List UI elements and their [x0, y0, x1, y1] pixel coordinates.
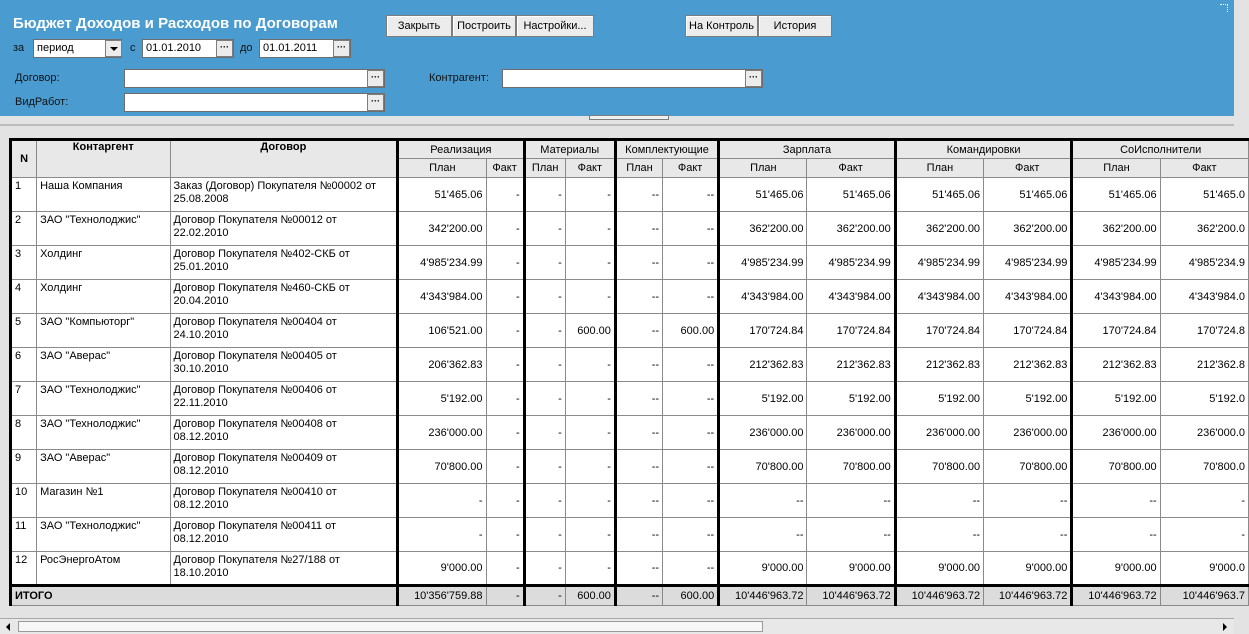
cell-value[interactable]: 70'800.00 [895, 450, 983, 484]
cell-n[interactable]: 7 [11, 382, 37, 416]
cell-value[interactable]: 5'192.00 [1072, 382, 1160, 416]
cell-value[interactable]: 362'200.00 [984, 212, 1072, 246]
cell-value[interactable]: 212'362.83 [807, 348, 895, 382]
cell-value[interactable]: - [398, 484, 486, 518]
cell-value[interactable]: 70'800.0 [1160, 450, 1248, 484]
cell-value[interactable]: 362'200.0 [1160, 212, 1248, 246]
cell-value[interactable]: -- [719, 484, 807, 518]
cell-n[interactable]: 3 [11, 246, 37, 280]
cell-value[interactable]: - [524, 416, 565, 450]
header-fact-2[interactable]: Факт [663, 159, 719, 178]
header-fact-5[interactable]: Факт [1160, 159, 1248, 178]
header-n[interactable]: N [11, 140, 37, 178]
cell-value[interactable]: - [524, 382, 565, 416]
contract-input[interactable] [124, 69, 385, 88]
cell-value[interactable]: - [486, 212, 524, 246]
cell-value[interactable]: - [565, 484, 615, 518]
cell-counterparty[interactable]: Холдинг [37, 280, 170, 314]
cell-value[interactable]: -- [663, 552, 719, 586]
panel-splitter[interactable] [589, 115, 669, 120]
cell-value[interactable]: -- [663, 348, 719, 382]
cell-value[interactable]: 362'200.00 [1072, 212, 1160, 246]
cell-n[interactable]: 8 [11, 416, 37, 450]
cell-value[interactable]: 342'200.00 [398, 212, 486, 246]
cell-value[interactable]: -- [807, 518, 895, 552]
cell-value[interactable]: 51'465.06 [398, 178, 486, 212]
cell-value[interactable]: 70'800.00 [807, 450, 895, 484]
total-value: 600.00 [565, 586, 615, 606]
cell-value[interactable]: - [524, 178, 565, 212]
cell-value[interactable]: - [565, 348, 615, 382]
cell-value[interactable]: -- [663, 178, 719, 212]
cell-value[interactable]: - [524, 348, 565, 382]
cell-value[interactable]: -- [984, 518, 1072, 552]
settings-button[interactable]: Настройки... [516, 15, 594, 37]
top-panel [0, 0, 1234, 116]
cell-value[interactable]: - [565, 518, 615, 552]
cell-value[interactable]: 9'000.00 [807, 552, 895, 586]
table-row[interactable] [11, 518, 1249, 552]
cell-value[interactable]: - [565, 246, 615, 280]
cell-value[interactable]: 4'343'984.00 [1072, 280, 1160, 314]
cell-value[interactable]: -- [807, 484, 895, 518]
cell-value[interactable]: 5'192.00 [719, 382, 807, 416]
table-row[interactable] [11, 416, 1249, 450]
cell-value[interactable]: - [565, 552, 615, 586]
divider [0, 124, 1234, 126]
work-type-label: ВидРабот: [15, 96, 69, 108]
cell-value[interactable]: 212'362.8 [1160, 348, 1248, 382]
cell-value[interactable]: -- [663, 280, 719, 314]
counterparty-label: Контрагент: [429, 72, 489, 84]
total-label: ИТОГО [11, 586, 398, 606]
cell-value[interactable]: - [524, 518, 565, 552]
cell-value[interactable]: - [524, 552, 565, 586]
table-row[interactable] [11, 450, 1249, 484]
header-plan-3[interactable]: План [719, 159, 807, 178]
cell-value[interactable]: 236'000.00 [1072, 416, 1160, 450]
cell-value[interactable]: - [486, 416, 524, 450]
cell-value[interactable]: 212'362.83 [719, 348, 807, 382]
header-group-salary[interactable]: Зарплата [719, 140, 896, 159]
cell-value[interactable]: - [486, 246, 524, 280]
table-row[interactable] [11, 178, 1249, 212]
cell-value[interactable]: 236'000.00 [719, 416, 807, 450]
cell-value[interactable]: 236'000.0 [1160, 416, 1248, 450]
table-row[interactable] [11, 246, 1249, 280]
cell-n[interactable]: 10 [11, 484, 37, 518]
contract-label: Договор: [15, 72, 60, 84]
cell-value[interactable]: 600.00 [663, 314, 719, 348]
cell-value[interactable]: - [486, 484, 524, 518]
cell-value[interactable]: 4'343'984.0 [1160, 280, 1248, 314]
cell-value[interactable]: 5'192.00 [398, 382, 486, 416]
cell-contract[interactable]: Договор Покупателя №00404 от 24.10.2010 [170, 314, 398, 348]
cell-value[interactable]: 4'985'234.99 [984, 246, 1072, 280]
scroll-right-icon[interactable] [1218, 620, 1232, 633]
cell-contract[interactable]: Договор Покупателя №00012 от 22.02.2010 [170, 212, 398, 246]
window-title: Бюджет Доходов и Расходов по Договорам [13, 15, 338, 32]
to-date-input[interactable]: 01.01.2011 [259, 39, 351, 58]
header-group-travel[interactable]: Командировки [895, 140, 1072, 159]
from-date-picker-icon[interactable]: ··· [216, 40, 233, 57]
cell-value[interactable]: - [524, 246, 565, 280]
cell-value[interactable]: 4'343'984.00 [895, 280, 983, 314]
cell-counterparty[interactable]: ЗАО "Компьюторг" [37, 314, 170, 348]
total-value: 10'446'963.72 [984, 586, 1072, 606]
table-row[interactable] [11, 484, 1249, 518]
cell-contract[interactable]: Договор Покупателя №00409 от 08.12.2010 [170, 450, 398, 484]
cell-value[interactable]: 4'343'984.00 [807, 280, 895, 314]
resize-grip-icon [1220, 4, 1228, 12]
cell-counterparty[interactable]: ЗАО "Аверас" [37, 348, 170, 382]
cell-value[interactable]: 5'192.00 [984, 382, 1072, 416]
cell-value[interactable]: - [524, 212, 565, 246]
total-value: 10'446'963.72 [895, 586, 983, 606]
from-date-label: с [130, 42, 136, 54]
header-contract[interactable]: Договор [170, 140, 398, 178]
header-fact-3[interactable]: Факт [807, 159, 895, 178]
cell-contract[interactable]: Договор Покупателя №460-СКБ от 20.04.2010 [170, 280, 398, 314]
cell-value[interactable]: - [565, 280, 615, 314]
table-row[interactable] [11, 280, 1249, 314]
total-value: -- [615, 586, 662, 606]
cell-value[interactable]: 170'724.84 [895, 314, 983, 348]
cell-value[interactable]: 70'800.00 [1072, 450, 1160, 484]
cell-counterparty[interactable]: РосЭнергоАтом [37, 552, 170, 586]
total-value: - [524, 586, 565, 606]
close-button[interactable]: Закрыть [386, 15, 452, 37]
cell-value[interactable]: 9'000.00 [984, 552, 1072, 586]
contract-select-icon[interactable]: ··· [367, 70, 384, 87]
header-fact-4[interactable]: Факт [984, 159, 1072, 178]
cell-value[interactable]: - [565, 212, 615, 246]
control-button[interactable]: На Контроль [685, 15, 758, 37]
cell-value[interactable]: -- [1072, 518, 1160, 552]
cell-value[interactable]: -- [615, 212, 662, 246]
cell-contract[interactable]: Договор Покупателя №27/188 от 18.10.2010 [170, 552, 398, 586]
cell-value[interactable]: 51'465.06 [807, 178, 895, 212]
cell-value[interactable]: -- [615, 348, 662, 382]
header-group-contractors[interactable]: СоИсполнители [1072, 140, 1249, 159]
cell-value[interactable]: 212'362.83 [895, 348, 983, 382]
cell-counterparty[interactable]: ЗАО "Технолоджис" [37, 416, 170, 450]
header-group-sales[interactable]: Реализация [398, 140, 524, 159]
header-plan-2[interactable]: План [615, 159, 662, 178]
cell-value[interactable]: - [486, 280, 524, 314]
cell-value[interactable]: 9'000.00 [398, 552, 486, 586]
header-plan-1[interactable]: План [524, 159, 565, 178]
cell-value[interactable]: - [565, 382, 615, 416]
cell-value[interactable]: -- [984, 484, 1072, 518]
header-counterparty[interactable]: Контаргент [37, 140, 170, 178]
cell-value[interactable]: - [398, 518, 486, 552]
cell-value[interactable]: -- [663, 382, 719, 416]
cell-value[interactable]: 170'724.84 [984, 314, 1072, 348]
cell-value[interactable]: 5'192.0 [1160, 382, 1248, 416]
total-value: 10'446'963.72 [719, 586, 807, 606]
cell-value[interactable]: -- [615, 552, 662, 586]
cell-contract[interactable]: Договор Покупателя №00411 от 08.12.2010 [170, 518, 398, 552]
cell-value[interactable]: -- [1072, 484, 1160, 518]
header-group-materials[interactable]: Материалы [524, 140, 615, 159]
from-date-input[interactable]: 01.01.2010 [142, 39, 234, 58]
cell-counterparty[interactable]: ЗАО "Аверас" [37, 450, 170, 484]
cell-value[interactable]: -- [615, 416, 662, 450]
history-button[interactable]: История [758, 15, 832, 37]
cell-value[interactable]: 236'000.00 [807, 416, 895, 450]
cell-value[interactable]: 4'985'234.99 [895, 246, 983, 280]
cell-value[interactable]: 4'985'234.99 [719, 246, 807, 280]
cell-value[interactable]: - [565, 416, 615, 450]
scroll-left-icon[interactable] [2, 620, 16, 633]
cell-value[interactable]: 51'465.06 [895, 178, 983, 212]
cell-value[interactable]: 212'362.83 [1072, 348, 1160, 382]
cell-n[interactable]: 5 [11, 314, 37, 348]
total-value: 10'356'759.88 [398, 586, 486, 606]
cell-contract[interactable]: Договор Покупателя №00406 от 22.11.2010 [170, 382, 398, 416]
total-value: - [486, 586, 524, 606]
cell-value[interactable]: - [486, 348, 524, 382]
cell-value[interactable]: 170'724.8 [1160, 314, 1248, 348]
counterparty-input[interactable] [502, 69, 763, 88]
cell-value[interactable]: 236'000.00 [895, 416, 983, 450]
table-row[interactable] [11, 552, 1249, 586]
cell-value[interactable]: - [1160, 518, 1248, 552]
cell-value[interactable]: 51'465.06 [1072, 178, 1160, 212]
cell-value[interactable]: -- [719, 518, 807, 552]
cell-value[interactable]: -- [615, 484, 662, 518]
cell-value[interactable]: 5'192.00 [807, 382, 895, 416]
cell-value[interactable]: 9'000.00 [1072, 552, 1160, 586]
cell-contract[interactable]: Договор Покупателя №00405 от 30.10.2010 [170, 348, 398, 382]
cell-value[interactable]: 70'800.00 [984, 450, 1072, 484]
cell-value[interactable]: 4'985'234.9 [1160, 246, 1248, 280]
cell-counterparty[interactable]: ЗАО "Технолоджис" [37, 518, 170, 552]
header-fact-1[interactable]: Факт [565, 159, 615, 178]
cell-value[interactable]: - [486, 518, 524, 552]
header-plan-4[interactable]: План [895, 159, 983, 178]
cell-value[interactable]: -- [663, 246, 719, 280]
cell-n[interactable]: 6 [11, 348, 37, 382]
cell-value[interactable]: 9'000.00 [719, 552, 807, 586]
cell-value[interactable]: - [565, 178, 615, 212]
cell-value[interactable]: -- [615, 314, 662, 348]
total-value: 10'446'963.72 [807, 586, 895, 606]
cell-contract[interactable]: Договор Покупателя №00408 от 08.12.2010 [170, 416, 398, 450]
header-plan-5[interactable]: План [1072, 159, 1160, 178]
cell-value[interactable]: -- [663, 518, 719, 552]
header-plan-0[interactable]: План [398, 159, 486, 178]
cell-value[interactable]: - [1160, 484, 1248, 518]
to-date-picker-icon[interactable]: ··· [333, 40, 350, 57]
cell-value[interactable]: 206'362.83 [398, 348, 486, 382]
cell-value[interactable]: - [486, 552, 524, 586]
cell-value[interactable]: - [524, 484, 565, 518]
cell-value[interactable]: -- [615, 382, 662, 416]
header-group-components[interactable]: Комплектующие [615, 140, 718, 159]
cell-value[interactable]: - [486, 450, 524, 484]
counterparty-select-icon[interactable]: ··· [745, 70, 762, 87]
cell-value[interactable]: 362'200.00 [807, 212, 895, 246]
cell-contract[interactable]: Заказ (Договор) Покупателя №00002 от 25.08.2008 [170, 178, 398, 212]
cell-n[interactable]: 4 [11, 280, 37, 314]
cell-value[interactable]: 362'200.00 [895, 212, 983, 246]
cell-value[interactable]: 170'724.84 [719, 314, 807, 348]
cell-counterparty[interactable]: ЗАО "Технолоджис" [37, 212, 170, 246]
cell-value[interactable]: -- [895, 484, 983, 518]
cell-value[interactable]: - [524, 314, 565, 348]
cell-value[interactable]: -- [663, 450, 719, 484]
cell-n[interactable]: 12 [11, 552, 37, 586]
cell-value[interactable]: -- [663, 416, 719, 450]
cell-value[interactable]: - [524, 450, 565, 484]
cell-value[interactable]: 5'192.00 [895, 382, 983, 416]
cell-value[interactable]: 170'724.84 [1072, 314, 1160, 348]
period-select[interactable]: период [33, 39, 122, 58]
cell-contract[interactable]: Договор Покупателя №00410 от 08.12.2010 [170, 484, 398, 518]
total-row [11, 586, 1249, 606]
cell-value[interactable]: -- [615, 246, 662, 280]
to-date-label: до [240, 42, 253, 54]
cell-value[interactable]: 236'000.00 [984, 416, 1072, 450]
cell-value[interactable]: 70'800.00 [398, 450, 486, 484]
cell-value[interactable]: -- [615, 450, 662, 484]
cell-value[interactable]: 51'465.06 [719, 178, 807, 212]
cell-n[interactable]: 9 [11, 450, 37, 484]
cell-counterparty[interactable]: Холдинг [37, 246, 170, 280]
cell-value[interactable]: - [565, 450, 615, 484]
period-prefix-label: за [13, 42, 25, 54]
total-value: 600.00 [663, 586, 719, 606]
cell-value[interactable]: 362'200.00 [719, 212, 807, 246]
cell-contract[interactable]: Договор Покупателя №402-СКБ от 25.01.2010 [170, 246, 398, 280]
budget-grid [9, 138, 1245, 602]
cell-value[interactable]: -- [663, 484, 719, 518]
cell-value[interactable]: -- [663, 212, 719, 246]
cell-value[interactable]: - [486, 178, 524, 212]
cell-value[interactable]: 4'343'984.00 [398, 280, 486, 314]
table-row[interactable] [11, 348, 1249, 382]
cell-n[interactable]: 2 [11, 212, 37, 246]
cell-value[interactable]: 106'521.00 [398, 314, 486, 348]
cell-value[interactable]: 51'465.06 [984, 178, 1072, 212]
cell-value[interactable]: 51'465.0 [1160, 178, 1248, 212]
cell-n[interactable]: 11 [11, 518, 37, 552]
cell-counterparty[interactable]: Магазин №1 [37, 484, 170, 518]
scroll-thumb[interactable] [18, 621, 763, 632]
cell-n[interactable]: 1 [11, 178, 37, 212]
cell-value[interactable]: 4'343'984.00 [719, 280, 807, 314]
cell-value[interactable]: - [486, 382, 524, 416]
cell-value[interactable]: - [486, 314, 524, 348]
cell-counterparty[interactable]: ЗАО "Технолоджис" [37, 382, 170, 416]
cell-value[interactable]: 4'343'984.00 [984, 280, 1072, 314]
table-row[interactable] [11, 212, 1249, 246]
cell-value[interactable]: -- [615, 178, 662, 212]
cell-value[interactable]: 4'985'234.99 [398, 246, 486, 280]
work-type-select-icon[interactable]: ··· [367, 94, 384, 111]
cell-value[interactable]: 170'724.84 [807, 314, 895, 348]
cell-value[interactable]: 9'000.0 [1160, 552, 1248, 586]
cell-value[interactable]: -- [615, 518, 662, 552]
chevron-down-icon[interactable] [105, 40, 122, 57]
cell-value[interactable]: 9'000.00 [895, 552, 983, 586]
cell-value[interactable]: - [524, 280, 565, 314]
cell-value[interactable]: -- [895, 518, 983, 552]
cell-value[interactable]: 600.00 [565, 314, 615, 348]
work-type-input[interactable] [124, 93, 385, 112]
cell-counterparty[interactable]: Наша Компания [37, 178, 170, 212]
table-row[interactable] [11, 314, 1249, 348]
total-value: 10'446'963.7 [1160, 586, 1248, 606]
cell-value[interactable]: 236'000.00 [398, 416, 486, 450]
build-button[interactable]: Построить [452, 15, 516, 37]
total-value: 10'446'963.72 [1072, 586, 1160, 606]
cell-value[interactable]: 70'800.00 [719, 450, 807, 484]
cell-value[interactable]: 4'985'234.99 [807, 246, 895, 280]
table-row[interactable] [11, 382, 1249, 416]
horizontal-scrollbar[interactable] [0, 618, 1234, 634]
cell-value[interactable]: 212'362.83 [984, 348, 1072, 382]
cell-value[interactable]: -- [615, 280, 662, 314]
header-fact-0[interactable]: Факт [486, 159, 524, 178]
cell-value[interactable]: 4'985'234.99 [1072, 246, 1160, 280]
